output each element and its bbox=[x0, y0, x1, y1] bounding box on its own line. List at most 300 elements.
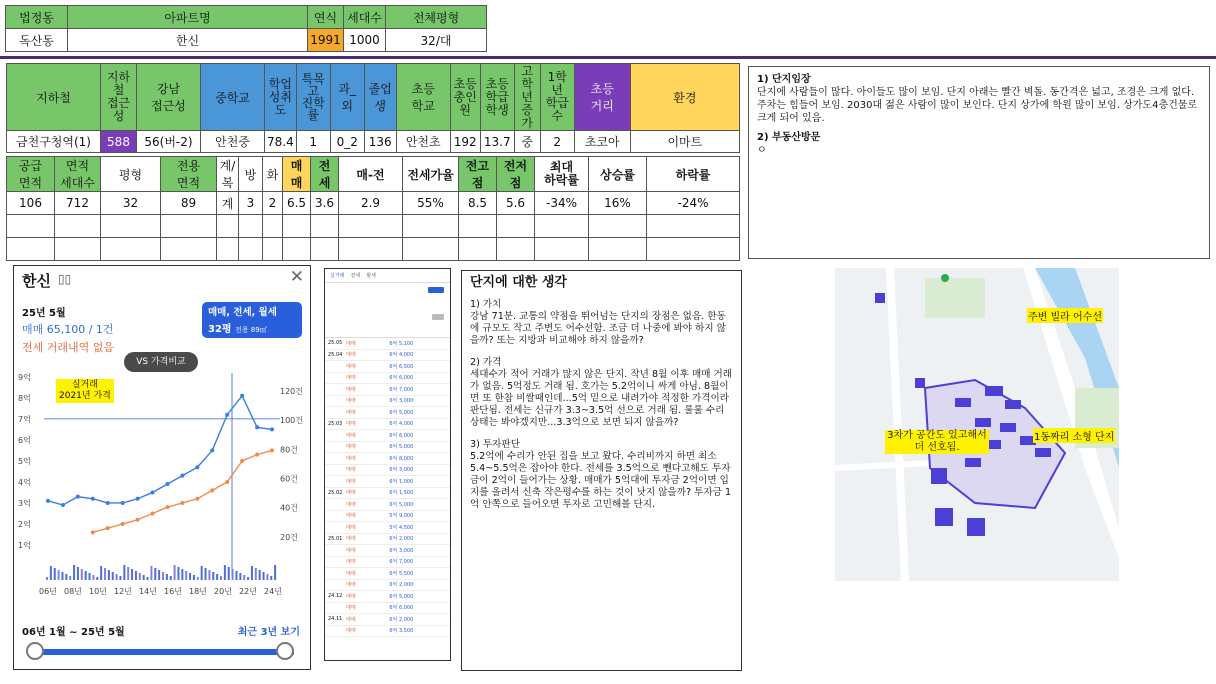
list-item[interactable] bbox=[325, 453, 450, 465]
volume-bar bbox=[96, 577, 98, 580]
tab-trade[interactable]: 실거래 bbox=[330, 273, 345, 279]
pr-hdr-units: 면적 세대수 bbox=[55, 157, 101, 192]
list-item[interactable] bbox=[325, 430, 450, 442]
list-type: 매매 bbox=[346, 616, 356, 623]
thoughts-p1: 강남 71분. 교통의 약점을 뛰어넘는 단지의 장점은 없음. 한동에 규모도 작고 주변도 어수선함. 조금 더 나중에 봐야 하지 않을까? 또는 지방과 비교해야 하지 않을까? bbox=[470, 311, 726, 346]
volume-bar bbox=[247, 577, 249, 580]
pr-sale: 6.5 bbox=[283, 192, 311, 215]
loc-hdr-first: 1학년 학급 수 bbox=[540, 64, 574, 131]
loc-gangnam: 56(버-2) bbox=[137, 131, 201, 153]
val-size: 32/대 bbox=[386, 29, 487, 52]
data-point bbox=[195, 497, 199, 501]
y-left-tick: 3억 bbox=[18, 498, 31, 508]
volume-bar bbox=[147, 577, 149, 580]
range-handle-start[interactable] bbox=[26, 642, 44, 660]
loc-hdr-upper: 고학 년 증가 bbox=[514, 64, 540, 131]
pr-bath: 2 bbox=[263, 192, 283, 215]
loc-middle: 안천중 bbox=[201, 131, 265, 153]
list-date: 25.01 bbox=[328, 535, 343, 542]
pr-room: 3 bbox=[239, 192, 263, 215]
list-header-block bbox=[325, 283, 450, 338]
thoughts-title: 단지에 대한 생각 bbox=[470, 275, 567, 290]
x-tick: 22년 bbox=[239, 587, 257, 596]
list-type: 매매 bbox=[346, 444, 356, 451]
list-price: 6억 3,000 bbox=[389, 467, 414, 474]
list-price: 6억 7,000 bbox=[389, 386, 414, 393]
list-type: 매매 bbox=[346, 605, 356, 612]
thoughts-h3: 3) 투자판단 bbox=[470, 439, 520, 450]
loc-elem-total: 192 bbox=[450, 131, 480, 153]
thoughts-h1: 1) 가치 bbox=[470, 299, 502, 310]
list-type: 매매 bbox=[346, 501, 356, 508]
x-tick: 06년 bbox=[39, 587, 57, 596]
volume-bar bbox=[263, 572, 265, 580]
y-left-tick: 9억 bbox=[18, 372, 31, 382]
list-item[interactable] bbox=[325, 338, 450, 350]
pr-hdr-high: 전고점 bbox=[459, 157, 497, 192]
pr-low: 5.6 bbox=[497, 192, 535, 215]
list-item[interactable] bbox=[325, 476, 450, 488]
list-date: 24.11 bbox=[328, 616, 343, 623]
volume-bar bbox=[127, 567, 129, 580]
volume-bar bbox=[166, 574, 168, 580]
data-point bbox=[255, 425, 259, 429]
empty-row bbox=[7, 215, 740, 238]
memo-body-1: 단지에 사람들이 많다. 아이들도 많이 보임. 단지 아래는 빨간 벽돌. 동간격은 넓고, 조경은 크게 없다. 주차는 힘들어 보임. 2030대 젊은 사람이 많이 보인다. 단지 상가에 학원 많이 보임. 상가도4층건물로 크게 되어 있음. bbox=[757, 87, 1198, 124]
loc-hdr-dist: 초등 거리 bbox=[574, 64, 630, 131]
list-item[interactable] bbox=[325, 557, 450, 569]
pr-jeonse: 3.6 bbox=[311, 192, 339, 215]
list-item[interactable] bbox=[325, 580, 450, 592]
y-left-tick: 7억 bbox=[18, 414, 31, 424]
y-left-tick: 6억 bbox=[18, 435, 31, 445]
x-tick: 12년 bbox=[114, 587, 132, 596]
list-price: 6억 4,000 bbox=[389, 352, 414, 359]
list-type: 매매 bbox=[346, 375, 356, 382]
volume-bar bbox=[58, 570, 60, 580]
list-item[interactable] bbox=[325, 361, 450, 373]
data-point bbox=[255, 453, 259, 457]
tab-jeonse[interactable]: 전세 bbox=[350, 273, 361, 279]
chart-title: 한신 bbox=[22, 272, 51, 290]
empty-row bbox=[7, 238, 740, 261]
x-tick: 10년 bbox=[89, 587, 107, 596]
pr-hdr-ratio: 전세가율 bbox=[403, 157, 459, 192]
list-type: 매매 bbox=[346, 490, 356, 497]
volume-bar bbox=[170, 576, 172, 580]
loc-upper: 중 bbox=[514, 131, 540, 153]
volume-bar bbox=[54, 568, 56, 580]
data-point bbox=[46, 499, 50, 503]
thoughts-p3: 5.2억에 수리가 안된 집을 보고 왔다. 수리비까지 하면 최소 5.4~5.5억은 잡아야 한다. 전세를 3.5억으로 뺀다고해도 투자금이 2억이 들어가는 상황. 매매가 5억대에 투자금 2억이면 입지를 올려서 신축 작은평수를 하는 것이 낫지 않을까? 투자금 1억 안쪽으로 들어오면 투자로 고민해볼 단지. bbox=[470, 451, 732, 510]
volume-bar bbox=[205, 568, 207, 580]
list-price: 6억 5,000 bbox=[389, 409, 414, 416]
price-table bbox=[6, 156, 740, 261]
pr-hdr-excl: 전용 면적 bbox=[161, 157, 217, 192]
list-type: 매매 bbox=[346, 513, 356, 520]
divider bbox=[0, 56, 1216, 59]
y-left-tick: 1억 bbox=[18, 540, 31, 550]
list-gray-button[interactable] bbox=[432, 314, 444, 320]
hdr-dong: 법정동 bbox=[6, 6, 68, 29]
volume-bar bbox=[185, 571, 187, 580]
volume-bar bbox=[135, 571, 137, 580]
volume-bar bbox=[108, 570, 110, 580]
size-label: 32평 bbox=[208, 324, 232, 335]
list-price: 5억 9,000 bbox=[389, 513, 414, 520]
volume-bar bbox=[104, 568, 106, 580]
volume-bar bbox=[154, 568, 156, 580]
volume-bar bbox=[158, 570, 160, 580]
vs-compare-button[interactable]: VS 가격비교 bbox=[124, 352, 198, 372]
list-item[interactable] bbox=[325, 373, 450, 385]
data-point bbox=[165, 505, 169, 509]
list-type: 매매 bbox=[346, 432, 356, 439]
map-label-small: 1동짜리 소형 단지 bbox=[1033, 428, 1115, 443]
data-point bbox=[210, 448, 214, 452]
volume-bar bbox=[270, 576, 272, 580]
volume-bar bbox=[123, 565, 125, 580]
data-point bbox=[91, 497, 95, 501]
list-item[interactable] bbox=[325, 396, 450, 408]
pr-hdr-bath: 화 bbox=[263, 157, 283, 192]
pr-hdr-sale: 매매 bbox=[283, 157, 311, 192]
list-price: 6억 6,000 bbox=[389, 375, 414, 382]
loc-hdr-gangnam: 강남 접근성 bbox=[137, 64, 201, 131]
pr-units: 712 bbox=[55, 192, 101, 215]
loc-hdr-elem: 초등 학교 bbox=[396, 64, 450, 131]
volume-bar bbox=[201, 566, 203, 580]
volume-bar bbox=[220, 576, 222, 580]
list-type: 매매 bbox=[346, 467, 356, 474]
list-price: 6억 4,000 bbox=[389, 421, 414, 428]
data-point bbox=[106, 526, 110, 530]
data-point bbox=[76, 495, 80, 499]
list-item[interactable] bbox=[325, 488, 450, 500]
loc-hdr-subway: 지하철 bbox=[7, 64, 101, 131]
volume-bar bbox=[46, 577, 48, 580]
list-price: 5억 4,500 bbox=[389, 524, 414, 531]
size-sub: 전용 89㎡ bbox=[235, 326, 267, 334]
list-blue-button[interactable] bbox=[428, 287, 444, 293]
loc-elem-class: 13.7 bbox=[480, 131, 514, 153]
loc-env: 이마트 bbox=[630, 131, 739, 153]
visit-memo bbox=[748, 66, 1210, 259]
list-item[interactable] bbox=[325, 465, 450, 477]
loc-first: 2 bbox=[540, 131, 574, 153]
y-left-tick: 4억 bbox=[18, 477, 31, 487]
val-units: 1000 bbox=[344, 29, 386, 52]
volume-bar bbox=[116, 574, 118, 580]
volume-bar bbox=[89, 573, 91, 580]
close-icon[interactable]: ✕ bbox=[289, 267, 304, 287]
list-type: 매매 bbox=[346, 593, 356, 600]
list-price: 6억 5,500 bbox=[389, 570, 414, 577]
list-type: 매매 bbox=[346, 409, 356, 416]
volume-bar bbox=[92, 575, 94, 580]
anno-sub: 2021년 가격 bbox=[59, 391, 111, 401]
pr-gap: 2.9 bbox=[339, 192, 403, 215]
x-tick: 08년 bbox=[64, 587, 82, 596]
recent-3y-button[interactable]: 최근 3년 보기 bbox=[237, 627, 300, 638]
data-point bbox=[61, 503, 65, 507]
list-date: 25.03 bbox=[328, 420, 343, 427]
list-type: 매매 bbox=[346, 352, 356, 359]
map-label-villa: 주변 빌라 어수선 bbox=[1027, 308, 1103, 323]
list-item[interactable] bbox=[325, 568, 450, 580]
chart-annotation bbox=[56, 379, 114, 403]
list-type: 매매 bbox=[346, 547, 356, 554]
data-point bbox=[270, 448, 274, 452]
loc-hdr-subway-access: 지하 철 접근 성 bbox=[101, 64, 137, 131]
hdr-size: 전체평형 bbox=[386, 6, 487, 29]
y-right-tick: 60건 bbox=[280, 474, 298, 484]
list-price: 6억 5,100 bbox=[389, 340, 414, 347]
chart-trade: 매매 65,100 / 1건 bbox=[22, 323, 114, 336]
list-item[interactable] bbox=[325, 442, 450, 454]
memo-title-2: 2) 부동산방문 bbox=[757, 132, 821, 143]
x-tick: 14년 bbox=[139, 587, 157, 596]
volume-bar bbox=[181, 569, 183, 580]
volume-bar bbox=[243, 575, 245, 580]
transaction-list-panel bbox=[324, 268, 451, 661]
volume-bar bbox=[112, 572, 114, 580]
series-line-매매 bbox=[48, 396, 272, 505]
loc-hdr-elem-class: 초등 학급 학생 bbox=[480, 64, 514, 131]
pr-hdr-jeonse: 전세 bbox=[311, 157, 339, 192]
list-item[interactable] bbox=[325, 384, 450, 396]
pr-high: 8.5 bbox=[459, 192, 497, 215]
val-dong: 독산동 bbox=[6, 29, 68, 52]
hdr-units: 세대수 bbox=[344, 6, 386, 29]
volume-bar bbox=[77, 567, 79, 580]
data-point bbox=[91, 530, 95, 534]
data-point bbox=[225, 413, 229, 417]
map-label-prefer: 3차가 공간도 있고해서 더 선호됨. bbox=[885, 430, 989, 454]
val-year: 1991 bbox=[308, 29, 344, 52]
volume-bar bbox=[174, 565, 176, 580]
val-apt: 한신 bbox=[68, 29, 308, 52]
pr-hdr-supply: 공급 면적 bbox=[7, 157, 55, 192]
pr-hdr-maxdrop: 최대 하락률 bbox=[535, 157, 589, 192]
loc-subway-access: 588 bbox=[101, 131, 137, 153]
list-item[interactable] bbox=[325, 545, 450, 557]
data-point bbox=[151, 490, 155, 494]
list-type: 매매 bbox=[346, 363, 356, 370]
chart-jeonse: 전세 거래내역 없음 bbox=[22, 341, 115, 354]
hdr-year: 연식 bbox=[308, 6, 344, 29]
y-right-tick: 20건 bbox=[280, 532, 298, 542]
summary-table bbox=[5, 5, 487, 52]
memo-body-2: ㅇ bbox=[757, 145, 767, 156]
list-item[interactable] bbox=[325, 419, 450, 431]
volume-bar bbox=[228, 567, 230, 580]
data-point bbox=[240, 459, 244, 463]
list-type: 매매 bbox=[346, 398, 356, 405]
data-point bbox=[225, 480, 229, 484]
list-type: 매매 bbox=[346, 478, 356, 485]
volume-bar bbox=[193, 575, 195, 580]
list-date: 25.02 bbox=[328, 489, 343, 496]
volume-bar bbox=[189, 573, 191, 580]
list-item[interactable] bbox=[325, 350, 450, 362]
x-tick: 24년 bbox=[264, 587, 282, 596]
loc-tutor: 0_2 bbox=[330, 131, 364, 153]
pr-ratio: 55% bbox=[403, 192, 459, 215]
price-chart-panel bbox=[13, 265, 311, 670]
list-date: 24.12 bbox=[328, 593, 343, 600]
volume-bar bbox=[73, 565, 75, 580]
volume-bar bbox=[81, 569, 83, 580]
date-range: 06년 1월 ~ 25년 5월 bbox=[22, 627, 125, 638]
list-price: 6억 3,000 bbox=[389, 398, 414, 405]
list-item[interactable] bbox=[325, 603, 450, 615]
list-item[interactable] bbox=[325, 534, 450, 546]
memo-title-1: 1) 단지임장 bbox=[757, 74, 811, 85]
list-price: 6억 6,500 bbox=[389, 363, 414, 370]
pr-hdr-room: 방 bbox=[239, 157, 263, 192]
x-tick: 16년 bbox=[164, 587, 182, 596]
x-tick: 20년 bbox=[214, 587, 232, 596]
series-line-전세 bbox=[93, 450, 272, 532]
volume-bar bbox=[208, 570, 210, 580]
list-price: 6억 6,000 bbox=[389, 432, 414, 439]
volume-bar bbox=[251, 566, 253, 580]
y-left-tick: 2억 bbox=[18, 519, 31, 529]
loc-hdr-score: 학업 성취 도 bbox=[265, 64, 297, 131]
volume-bar bbox=[65, 574, 67, 580]
list-item[interactable] bbox=[325, 522, 450, 534]
data-point bbox=[180, 474, 184, 478]
list-price: 6억 5,000 bbox=[389, 501, 414, 508]
data-point bbox=[210, 488, 214, 492]
map-book-icon[interactable]: ▯▯ bbox=[58, 272, 72, 286]
list-item[interactable] bbox=[325, 626, 450, 638]
pr-hdr-type: 계/ 복 bbox=[217, 157, 239, 192]
list-price: 6억 5,000 bbox=[389, 593, 414, 600]
pr-type: 계 bbox=[217, 192, 239, 215]
loc-grad: 136 bbox=[364, 131, 396, 153]
y-right-tick: 80건 bbox=[280, 445, 298, 455]
list-type: 매매 bbox=[346, 628, 356, 635]
list-price: 6억 2,000 bbox=[389, 536, 414, 543]
list-tabs bbox=[325, 269, 450, 283]
pr-hdr-pyeong: 평형 bbox=[101, 157, 161, 192]
list-type: 매매 bbox=[346, 386, 356, 393]
pr-rise: 16% bbox=[589, 192, 647, 215]
volume-bar bbox=[50, 566, 52, 580]
x-tick: 18년 bbox=[189, 587, 207, 596]
loc-special: 1 bbox=[296, 131, 330, 153]
list-price: 6억 5,000 bbox=[389, 444, 414, 451]
volume-bar bbox=[143, 575, 145, 580]
pr-drop: -24% bbox=[647, 192, 740, 215]
volume-bar bbox=[177, 567, 179, 580]
volume-bar bbox=[131, 569, 133, 580]
pr-supply: 106 bbox=[7, 192, 55, 215]
list-type: 매매 bbox=[346, 524, 356, 531]
y-right-tick: 40건 bbox=[280, 503, 298, 513]
list-item[interactable] bbox=[325, 499, 450, 511]
y-left-tick: 5억 bbox=[18, 456, 31, 466]
volume-bar bbox=[119, 576, 121, 580]
data-point bbox=[136, 497, 140, 501]
data-point bbox=[151, 511, 155, 515]
list-item[interactable] bbox=[325, 591, 450, 603]
thoughts-h2: 2) 가격 bbox=[470, 357, 502, 368]
list-price: 6억 8,000 bbox=[389, 455, 414, 462]
list-price: 6억 7,000 bbox=[389, 559, 414, 566]
volume-bar bbox=[139, 573, 141, 580]
volume-bar bbox=[235, 571, 237, 580]
pr-hdr-low: 전저점 bbox=[497, 157, 535, 192]
volume-bar bbox=[100, 566, 102, 580]
loc-subway: 금천구청역(1) bbox=[7, 131, 101, 153]
volume-bar bbox=[255, 568, 257, 580]
data-point bbox=[195, 465, 199, 469]
y-right-tick: 120건 bbox=[280, 387, 303, 396]
list-item[interactable] bbox=[325, 511, 450, 523]
loc-hdr-tutor: 과_외 bbox=[330, 64, 364, 131]
hdr-apt: 아파트명 bbox=[68, 6, 308, 29]
volume-bar bbox=[259, 570, 261, 580]
volume-bar bbox=[212, 572, 214, 580]
transaction-rows bbox=[325, 338, 450, 637]
filter-dropdown[interactable] bbox=[202, 302, 302, 338]
list-type: 매매 bbox=[346, 582, 356, 589]
list-type: 매매 bbox=[346, 340, 356, 347]
loc-hdr-grad: 졸업 생 bbox=[364, 64, 396, 131]
data-point bbox=[180, 501, 184, 505]
list-type: 매매 bbox=[346, 570, 356, 577]
tab-monthly[interactable]: 월세 bbox=[366, 273, 376, 279]
data-point bbox=[121, 522, 125, 526]
volume-bar bbox=[224, 565, 226, 580]
map-panel bbox=[835, 268, 1119, 581]
list-price: 6억 3,500 bbox=[389, 628, 414, 635]
list-item[interactable] bbox=[325, 407, 450, 419]
list-date: 25.05 bbox=[328, 340, 343, 347]
volume-bar bbox=[162, 572, 164, 580]
loc-hdr-elem-total: 초등 총인 원 bbox=[450, 64, 480, 131]
list-type: 매매 bbox=[346, 559, 356, 566]
chart-date: 25년 5월 bbox=[22, 308, 66, 319]
range-handle-end[interactable] bbox=[276, 642, 294, 660]
volume-bar bbox=[150, 566, 152, 580]
list-type: 매매 bbox=[346, 455, 356, 462]
range-slider-track[interactable] bbox=[34, 649, 294, 655]
filter-label: 매매, 전세, 월세 bbox=[208, 307, 277, 318]
data-point bbox=[270, 427, 274, 431]
pr-excl: 89 bbox=[161, 192, 217, 215]
list-date: 25.04 bbox=[328, 351, 343, 358]
pr-pyeong: 32 bbox=[101, 192, 161, 215]
list-price: 6억 1,000 bbox=[389, 478, 414, 485]
pr-maxdrop: -34% bbox=[535, 192, 589, 215]
list-type: 매매 bbox=[346, 536, 356, 543]
thoughts-panel bbox=[461, 270, 742, 671]
pr-hdr-drop: 하락률 bbox=[647, 157, 740, 192]
list-item[interactable] bbox=[325, 614, 450, 626]
list-price: 6억 2,000 bbox=[389, 582, 414, 589]
loc-elem: 안천초 bbox=[396, 131, 450, 153]
loc-dist: 초코아 bbox=[574, 131, 630, 153]
list-price: 6억 1,500 bbox=[389, 490, 414, 497]
data-point bbox=[165, 482, 169, 486]
data-point bbox=[136, 518, 140, 522]
volume-bar bbox=[239, 573, 241, 580]
loc-hdr-middle: 중학교 bbox=[201, 64, 265, 131]
